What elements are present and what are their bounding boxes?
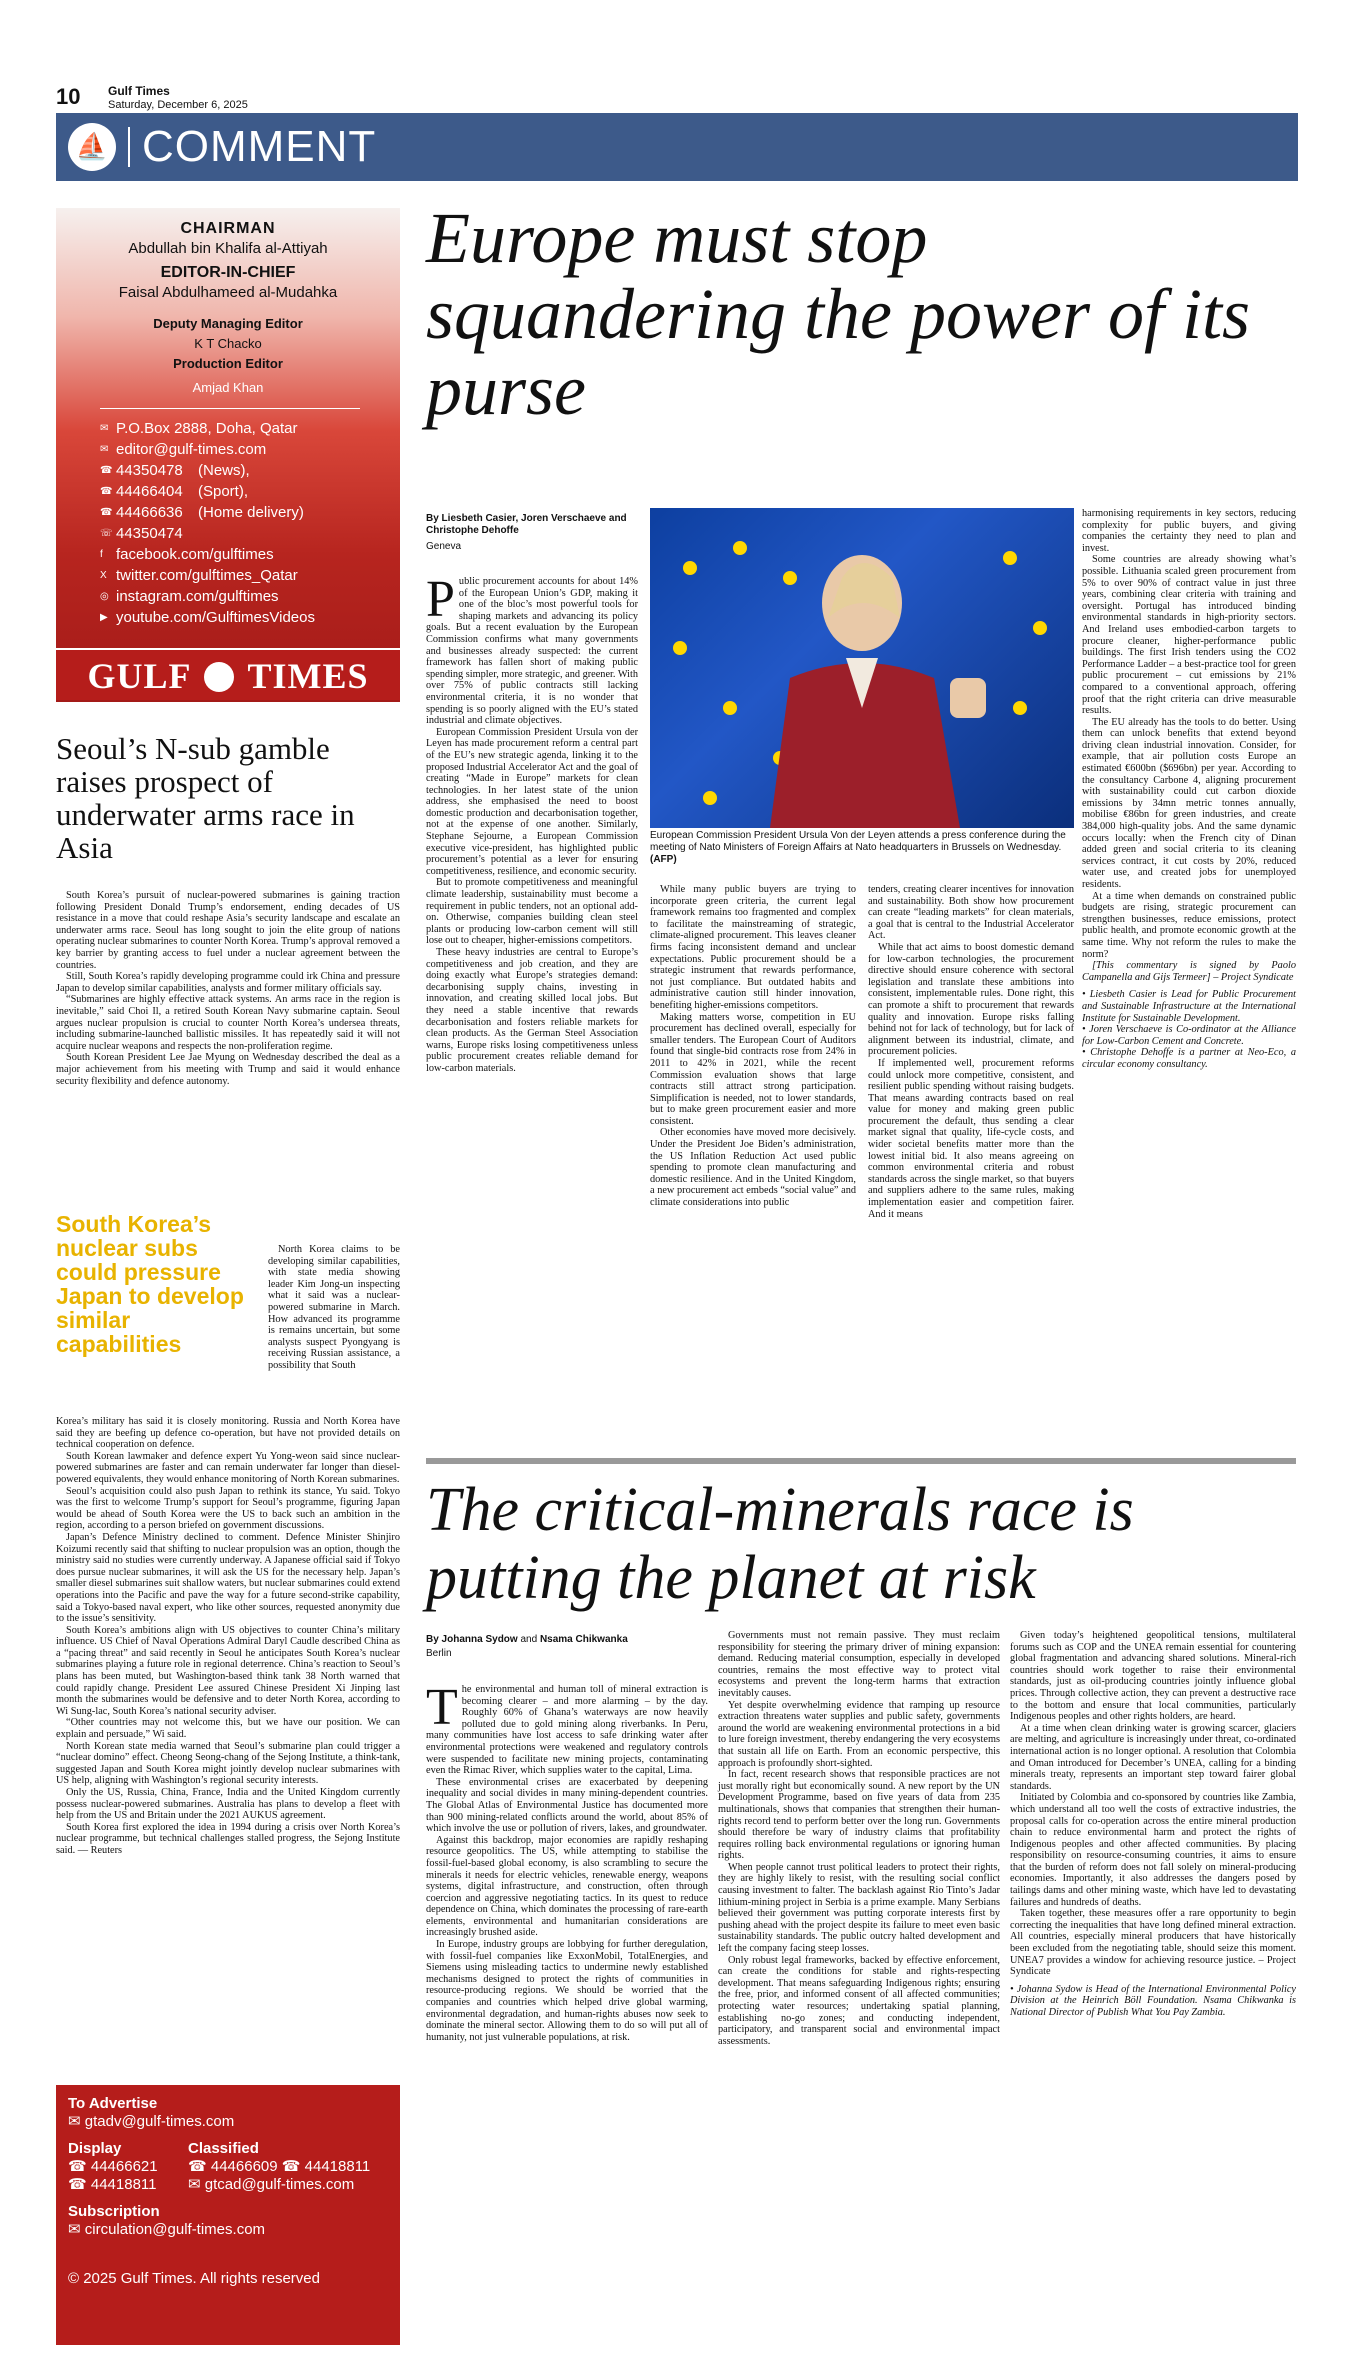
paragraph: Taken together, these measures offer a rare opportunity to begin correcting the inequalities that have long defined mineral extraction. All countries, especially mineral producers that have historically been excluded from the negotiating table, should seize this moment. UNEA7 provides a window for achieving resource justice. – Project Syndicate — [1010, 1908, 1296, 1978]
facebook-link[interactable]: facebook.com/gulftimes — [116, 546, 274, 563]
section-title: COMMENT — [142, 122, 377, 171]
article2-byline — [426, 1634, 628, 1645]
delivery-phone-label: (Home delivery) — [198, 504, 304, 521]
chairman-label: CHAIRMAN — [180, 220, 276, 237]
chairman-name: Abdullah bin Khalifa al-Attiyah — [128, 240, 328, 257]
paragraph: South Korean lawmaker and defence expert Yu Yong-weon said since nuclear-powered submarines are faster and can remain underwater far longer than diesel-powered equivalents, they would enhance monitoring of North Korean submarines. — [56, 1450, 400, 1485]
youtube-icon: ▶ — [100, 612, 108, 623]
logo-ship-icon — [204, 662, 234, 692]
paragraph: At a time when clean drinking water is growing scarcer, glaciers are melting, and agriculture is increasingly under threat, co-ordinated international action is no longer optional. A resolution that Colombia and Oman introduced for December’s UNEA, calling for a binding minerals treaty, represents an important step toward fairer global standards. — [1010, 1722, 1296, 1792]
editor-name: Faisal Abdulhameed al-Mudahka — [118, 284, 338, 301]
display-label: Display — [68, 2140, 122, 2157]
commentary-note: [This commentary is signed by Paolo Campanella and Gijs Termeer] – Project Syndicate — [1082, 960, 1296, 983]
classified-email[interactable]: gtcad@gulf-times.com — [204, 2176, 355, 2193]
logo-word-gulf: GULF — [87, 656, 191, 696]
news-phone[interactable]: 44350478 — [116, 462, 183, 479]
advertising-box — [56, 2085, 400, 2345]
photo-caption — [650, 830, 1074, 866]
editor-email[interactable]: editor@gulf-times.com — [116, 441, 267, 458]
paragraph: harmonising requirements in key sectors, reducing complexity for public buyers, and giving companies the certainty they need to plan and invest. — [1082, 508, 1296, 554]
subscription-email[interactable]: circulation@gulf-times.com — [84, 2221, 266, 2238]
dropcap: T — [426, 1679, 458, 1736]
instagram-icon: ◎ — [100, 591, 109, 602]
logo-word-times: TIMES — [247, 656, 369, 696]
author-bio: • Johanna Sydow is Head of the International Environmental Policy Division at the Heinrich Böll Foundation. Nsama Chikwanka is National Director of Publish What You Pay Zambia. — [1010, 1983, 1296, 2018]
instagram-link[interactable]: instagram.com/gulftimes — [116, 588, 279, 605]
paragraph: Other economies have moved more decisively. Under the President Joe Biden’s administration, the US Inflation Reduction Act used public spending to promote clean manufacturing and domestic resilience. And in the United Kingdom, a new procurement act embeds “social value” and climate considerations into public — [650, 1127, 856, 1209]
article2-col3 — [1010, 1630, 1296, 2019]
paragraph: Making matters worse, competition in EU procurement has declined overall, especially for smaller tenders. The European Court of Auditors found that single-bid contracts rose from 24% in 2011 to 42% in 2021, while the recent Commission evaluation shows that large contracts still attract strong participation. Simplification is needed, not to lower standards, but to make green procurement easier and more consistent. — [650, 1011, 856, 1127]
section-header — [56, 113, 1298, 181]
paragraph: South Korea’s ambitions align with US objectives to counter China’s military influence. US Chief of Naval Operations Admiral Daryl Caudle described China as a “pacing threat” and said recently in Seoul he anticipates South Korea’s nuclear submarines playing a future role in regional deterrence. China’s reaction to Seoul’s plans has been muted, but Washington-based think tank 38 North warned that could rapidly change. President Lee assured Chinese President Xi Jinping last month the submarines would be defensive and to deter North Korea, according to Wi Sung-lac, South Korea’s national security adviser. — [56, 1624, 400, 1717]
news-phone-label: (News), — [198, 462, 250, 479]
seoul-body-bottom — [56, 1416, 400, 1857]
advertise-email[interactable]: gtadv@gulf-times.com — [84, 2113, 235, 2130]
mailbox-icon: ✉ — [100, 423, 109, 434]
email-icon: ✉ — [68, 2221, 85, 2238]
paragraph: North Korea claims to be developing similar capabilities, with state media showing leader Kim Jong-un inspecting what it said was a nuclear-powered submarine in March. How advanced its programme is remains uncertain, but some analysts suspect Pyongyang is receiving Russian assistance, a possibility that South — [268, 1244, 400, 1371]
deputy-name: K T Chacko — [194, 336, 262, 351]
article1-col3 — [868, 884, 1074, 1220]
phone-icon: ☎ — [68, 2158, 91, 2175]
paragraph: North Korean state media warned that Seoul’s submarine plan could trigger a “nuclear domino” effect. Cheong Seong-chang of the Sejong Institute, a think-tank, suggested Japan and South Korea might jointly develop nuclear submarines with US help, aligning with Washington’s regional security interests. — [56, 1740, 400, 1787]
paragraph: Given today’s heightened geopolitical tensions, multilateral forums such as COP and the UNEA remain essential for countering global fragmentation and advancing shared solutions. Mineral-rich countries should work together to raise their environmental standards, just as oil-producing countries jointly influence global prices. Through collective action, they can prevent a destructive race to the bottom and ensure that local communities, particularly Indigenous peoples and other rights holders, are heard. — [1010, 1630, 1296, 1723]
facebook-icon: f — [100, 549, 103, 560]
paragraph: If implemented well, procurement reforms could unlock more competitive, consistent, and resilient public spending without raising budgets. That means awarding contracts based on real value for money and making green public procurement the default, thus sending a clear market signal that quality, life-cycle costs, and wider societal benefits matter more than the lowest initial bid. It also means agreeing on common environmental criteria and robust standards across the single market, so that buyers and suppliers adhere to the same rules, making implementation easier and competition fairer. And it means — [868, 1057, 1074, 1220]
paragraph: Against this backdrop, major economies are rapidly reshaping resource geopolitics. The US, while attempting to stabilise the fossil-fuel-based global economy, is also scrambling to secure the minerals it needs for electric vehicles, renewable energy, weapons systems, digital infrastructure, and construction, often through coercion and aggressive negotiating tactics. In its quest to reduce dependence on China, which dominates the processing of rare-earth elements, environmental and humanitarian considerations are increasingly brushed aside. — [426, 1834, 708, 1939]
author-bio: • Joren Verschaeve is Co-ordinator at the Alliance for Low-Carbon Cement and Concrete. — [1082, 1024, 1296, 1047]
classified-phone-1[interactable]: 44466609 — [210, 2158, 278, 2175]
seoul-body-side — [268, 1244, 400, 1372]
paragraph: South Korea’s pursuit of nuclear-powered submarines is gaining traction following President Donald Trump’s endorsement, ending decades of US resistance in a move that could reshape Asia’s security landscape and escalate an underwater arms race. Seoul has long sought to join the elite group of nations operating nuclear submarines to counter North Korea. Trump’s approval removed a key barrier by granting access to fuel under a nuclear agreement between the countries. — [56, 890, 400, 971]
article-divider — [426, 1458, 1296, 1464]
classified-label: Classified — [188, 2140, 259, 2157]
sport-phone[interactable]: 44466404 — [116, 483, 183, 500]
paragraph: The EU already has the tools to do better. Using them can unlock benefits that extend beyond driving clean industrial innovation. Consider, for example, that air pollution costs Europe an estimated €600bn ($696bn) per year. According to the consultancy Carbone 4, aligning procurement with sustainability could cut carbon dioxide emissions by 34mn metric tonnes annually, mobilise €86bn for green industries, and create 384,000 high-quality jobs. And the same dynamic occurs locally: when the French city of Dinan added green and social criteria to its cleaning services contract, it cut costs by 20%, reduced water use, and created jobs for unemployed residents. — [1082, 716, 1296, 890]
dropcap: P — [426, 571, 455, 628]
paragraph: Japan’s Defence Ministry declined to comment. Defence Minister Shinjiro Koizumi recently said that shifting to nuclear propulsion was an option, though the ministry said no studies were currently underway. A Japanese official said if Tokyo does pursue nuclear submarines, it will ask the US for the necessary help. Japan’s smaller diesel submarines suit shallow waters, but nuclear submarines could extend operations into the Pacific and pave the way for a future second-strike capability, said a Tokyo-based naval expert, who like other sources, requested anonymity due to the issue’s sensitivity. — [56, 1531, 401, 1625]
youtube-link[interactable]: youtube.com/GulftimesVideos — [116, 609, 315, 626]
paragraph: Only robust legal frameworks, backed by effective enforcement, can create the conditions for stable and rights-respecting development. That means safeguarding Indigenous rights; ensuring the free, prior, and informed consent of all affected communities; protecting water resources; undertaking spatial planning, establishing no-go zones; and conducting independent, participatory, and transparent social and environmental impact assessments. — [718, 1954, 1000, 2047]
caption-credit: (AFP) — [650, 854, 677, 865]
speaker-hand — [950, 678, 986, 718]
paragraph: Yet despite overwhelming evidence that ramping up resource extraction threatens water supplies and public safety, governments around the world are weakening environmental protections in a bid to lure foreign investment, thereby endangering the very ecosystems that sustain all life on Earth. From an economic perspective, this approach is profoundly short-sighted. — [718, 1699, 1000, 1769]
paragraph: While many public buyers are trying to incorporate green criteria, the current legal framework remains too fragmented and complex to facilitate the mainstreaming of strategic, climate-aligned procurement. This leaves cleaner firms facing inconsistent demand and unclear expectations. Public procurement should be a strategic instrument that rewards performance, not just compliance. But outdated habits and administrative caution still hinder innovation, benefiting higher-emissions competitors. — [650, 884, 856, 1011]
seoul-pullquote: South Korea’s nuclear subs could pressure Japan to develop similar capabilities — [56, 1211, 244, 1357]
email-icon: ✉ — [100, 444, 109, 455]
paragraph: ublic procurement accounts for about 14% of the European Union’s GDP, making it one of the bloc’s most powerful tools for shaping markets and advancing its policy goals. But a recent evaluation by the European Commission confirms what many governments and businesses already suspected: the current framework has fallen short of making public spending simpler, more strategic, and greener. With over 75% of public contracts still lacking environmental criteria, it is no wonder that spending is so poorly aligned with the EU’s stated industrial and climate objectives. — [426, 576, 639, 727]
article1-col4 — [1082, 508, 1296, 1071]
paragraph: But to promote competitiveness and meaningful climate leadership, sustainability must become a requirement in public tenders, not an optional add-on. Otherwise, companies building clean steel plants or producing low-carbon cement will still lose out to cheaper, higher-emissions competitors. — [426, 877, 638, 947]
paragraph: Seoul’s acquisition could also push Japan to rethink its stance, Yu said. Tokyo was the first to welcome Trump’s support for Seoul’s programme, figuring Japan would be ahead of South Korea were the US to back such an ambition in the region, according to a person briefed on government discussions. — [56, 1485, 400, 1532]
ship-icon: ⛵ — [68, 123, 116, 171]
panel-divider — [100, 408, 360, 409]
issue-date: Saturday, December 6, 2025 — [108, 99, 248, 111]
advertise-label: To Advertise — [68, 2095, 158, 2112]
paragraph: “Submarines are highly effective attack systems. An arms race in the region is inevitable,” said Choi Il, a retired South Korean Navy submarine captain. Seoul argues nuclear propulsion is crucial to counter North Korea’s undersea threats, including submarine-launched ballistic missiles. It has repeatedly said it will not acquire nuclear weapons and respects the non-proliferation regime. — [56, 994, 400, 1052]
page-number: 10 — [56, 84, 81, 109]
twitter-icon: X — [100, 570, 107, 581]
twitter-link[interactable]: twitter.com/gulftimes_Qatar — [116, 567, 298, 584]
fax-number[interactable]: 44350474 — [116, 525, 183, 542]
phone-icon: ☎ — [100, 507, 113, 518]
editor-label: EDITOR-IN-CHIEF — [160, 264, 296, 281]
paragraph: Only the US, Russia, China, France, India and the United Kingdom currently possess nuclear-powered submarines. Australia has plans to develop a fleet with help from the US and Britain under the 2021 AUKUS agreement. — [56, 1787, 400, 1822]
paragraph: Initiated by Colombia and co-sponsored by countries like Zambia, which understand all too well the costs of extractive industries, the proposal calls for co-operation across the entire mineral production chain to reduce environmental harm and protect the rights of Indigenous peoples and other affected communities. By placing responsibility on resource-consuming countries, it aims to ensure that the burden of reform does not fall solely on mineral-producing economies. Importantly, it also addresses the dangers posed by tailings dams and other mining waste, which have led to devastating failures and hundreds of deaths. — [1010, 1792, 1296, 1908]
sport-phone-label: (Sport), — [198, 483, 249, 500]
publication-name: Gulf Times — [108, 84, 170, 98]
paragraph: Governments must not remain passive. They must reclaim responsibility for steering the primary driver of mining expansion: demand. Reducing material consumption, especially in developed countries, remains the most effective way to protect vital ecosystems and prevent the long-term harms that extraction inevitably causes. — [718, 1630, 1000, 1699]
phone-icon: ☎ — [188, 2158, 211, 2175]
display-phone-1[interactable]: 44466621 — [90, 2158, 158, 2175]
article2-headline: The critical-minerals race is putting the planet at risk — [426, 1476, 1134, 1612]
paragraph: South Korean President Lee Jae Myung on Wednesday described the deal as a major achievement from his meeting with Trump and said it would enhance security flexibility and defence autonomy. — [56, 1052, 400, 1087]
photo-illustration — [650, 508, 1074, 828]
copyright: © 2025 Gulf Times. All rights reserved — [68, 2270, 320, 2287]
paragraph: South Korea first explored the idea in 1994 during a crisis over North Korea’s nuclear programme, but technical challenges stalled progress, the Sejong Institute said. — Reuters — [56, 1821, 400, 1856]
author-bio: • Christophe Dehoffe is a partner at Neo-Eco, a circular economy consultancy. — [1082, 1047, 1296, 1070]
author-bio: • Liesbeth Casier is Lead for Public Procurement and Sustainable Infrastructure at the International Institute for Sustainable Development. — [1082, 989, 1296, 1024]
header-divider — [128, 127, 130, 167]
paragraph: he environmental and human toll of mineral extraction is becoming clearer – and more alarming – by the day. Roughly 60% of Ghana’s waterways are now heavily polluted due to gold mining along riverbanks. In Peru, many communities have lost access to safe drinking water after environmental protections were weakened and regulatory controls were suspended to facilitate new mining projects, contaminating even the Rimac River, which supplies water to the capital, Lima. — [426, 1684, 708, 1777]
article1-headline: Europe must stop squandering the power of its purse — [426, 198, 1250, 430]
paragraph: At a time when demands on constrained public budgets are rising, strategic procurement can strengthen businesses, reduce emissions, protect public health, and promote economic growth at the same time. Why not reform the rules to make the norm? — [1082, 890, 1296, 960]
article1-col1 — [426, 571, 639, 1075]
byline-author: Nsama Chikwanka — [539, 1634, 628, 1645]
paragraph: “Other countries may not welcome this, but we have our position. We can explain and persuade,” Wi said. — [56, 1717, 400, 1741]
delivery-phone[interactable]: 44466636 — [116, 504, 183, 521]
email-icon: ✉ — [188, 2176, 205, 2193]
display-phone-2[interactable]: 44418811 — [90, 2176, 157, 2193]
production-name: Amjad Khan — [192, 380, 264, 395]
paragraph: In fact, recent research shows that responsible practices are not just morally right but economically sound. A new report by the UN Development Programme, based on five years of data from 235 multinationals, shows that companies that strengthen their human-rights record tend to perform better over the long run. Governments should therefore be wary of industry claims that profitability requires rolling back environmental regulations or ignoring human rights. — [718, 1769, 1000, 1862]
byline-and: and — [520, 1634, 538, 1645]
phone-icon: ☎ — [281, 2158, 305, 2175]
paragraph: Some countries are already showing what’s possible. Lithuania scaled green procurement from 5% to over 90% of contract value in just three years, combining clear criteria with training and oversight. Portugal has introduced binding environmental standards in high-priority sectors. And Ireland uses embodied-carbon targets to procure cleaner, higher-performance public buildings. The first Irish tenders using the CO2 Performance Ladder – a best-practice tool for green public procurement – cut emissions by 21% compared to a conventional approach, offering proof that the right criteria can drive measurable results. — [1082, 554, 1296, 717]
classified-phone-2[interactable]: 44418811 — [304, 2158, 371, 2175]
article1-byline: By Liesbeth Casier, Joren Verschaeve and Christophe Dehoffe — [426, 513, 627, 536]
paragraph: Korea’s military has said it is closely monitoring. Russia and North Korea have said they are beefing up defence co-operation, but have not provided details on technical cooperation on defence. — [56, 1416, 400, 1451]
paragraph: In Europe, industry groups are lobbying for further deregulation, with fossil-fuel companies like ExxonMobil, TotalEnergies, and Siemens using misleading tactics to undermine newly established mechanisms designed to protect the rights of communities in resource-producing regions. We should be worried that the companies and countries which helped drive global warming, environmental degradation, and human-rights abuses now seek to dominate the mineral sector. Allowing them to do so will put all of humanity, not just vulnerable populations, at risk. — [426, 1939, 708, 2043]
paragraph: tenders, creating clearer incentives for innovation and sustainability. Both show how procurement can create “leading markets” for clean materials, a goal that is central to the Industrial Accelerator Act. — [868, 884, 1074, 942]
contact-list — [100, 418, 315, 628]
seoul-body-top — [56, 890, 400, 1087]
fax-icon: ☏ — [100, 528, 113, 539]
paragraph: While that act aims to boost domestic demand for low-carbon technologies, the procurement directive should ensure coherence with sectoral legislation and translate these ambitions into consistent, implementable rules. Done right, this can promote a shift to procurement that rewards quality and innovation. Europe risks falling behind not for lack of technology, but for lack of alignment between its industrial, climate, and procurement policies. — [868, 941, 1074, 1058]
article2-col1 — [426, 1679, 708, 2043]
press-conference-photo — [650, 508, 1074, 828]
byline-author: By Johanna Sydow — [426, 1634, 518, 1645]
paragraph: When people cannot trust political leaders to protect their rights, they are highly likely to resist, with the resulting social conflict causing investment to falter. The backlash against Rio Tinto’s Jadar lithium-mining project in Serbia is a prime example. Many Serbians believed their government was putting corporate interests first by pushing ahead with the project despite its failure to meet even basic sustainability standards. The public outcry halted development and left the company facing steep losses. — [718, 1861, 1000, 1955]
production-label: Production Editor — [173, 356, 283, 371]
paragraph: These heavy industries are central to Europe’s competitiveness and job creation, and they are doing exactly what Europe’s strategies demand: decarbonising supply chains, investing in innovation, and creating skilled local jobs. But they need a stable incentive that rewards decarbonisation and fosters reliable markets for clean products. As the German Steel Association warns, Europe risks losing competitiveness unless public procurement creates reliable demand for low-carbon materials. — [426, 947, 638, 1074]
paragraph: European Commission President Ursula von der Leyen has made procurement reform a central part of the EU’s new strategic agenda, linking it to the proposed Industrial Accelerator Act and the goal of creating “Made in Europe” markets for clean technologies. In her latest state of the union address, she emphasised the need to boost domestic production and decarbonisation together, not at the expense of one another. Similarly, Stephane Sejourne, a European Commission executive vice-president, has highlighted public procurement’s potential as a lever for ensuring competitiveness, resilience, and economic security. — [426, 726, 638, 877]
email-icon: ✉ — [68, 2113, 85, 2130]
po-box: P.O.Box 2888, Doha, Qatar — [116, 420, 298, 437]
paragraph: Still, South Korea’s rapidly developing programme could irk China and pressure Japan to develop similar capabilities, analysts and former military officials say. — [56, 971, 400, 994]
phone-icon: ☎ — [68, 2176, 91, 2193]
phone-icon: ☎ — [100, 465, 113, 476]
caption-text: European Commission President Ursula Von der Leyen attends a press conference during the meeting of Nato Ministers of Foreign Affairs at Nato headquarters in Brussels on Wednesday. — [650, 830, 1066, 853]
paragraph: These environmental crises are exacerbated by deepening inequality and social divides in many mining-dependent countries. The Global Atlas of Environmental Justice has documented more than 900 mining-related conflicts around the world, about 85% of which involve the use or pollution of rivers, lakes, and groundwater. — [426, 1776, 708, 1835]
article1-col2 — [650, 884, 856, 1209]
article2-col2 — [718, 1630, 1000, 2047]
phone-icon: ☎ — [100, 486, 113, 497]
gulf-times-logo — [56, 648, 400, 700]
subscription-label: Subscription — [68, 2203, 160, 2220]
article2-dateline: Berlin — [426, 1648, 452, 1659]
article1-dateline: Geneva — [426, 541, 462, 552]
seoul-headline: Seoul’s N-sub gamble raises prospect of underwater arms race in Asia — [56, 731, 355, 865]
deputy-label: Deputy Managing Editor — [153, 316, 303, 331]
